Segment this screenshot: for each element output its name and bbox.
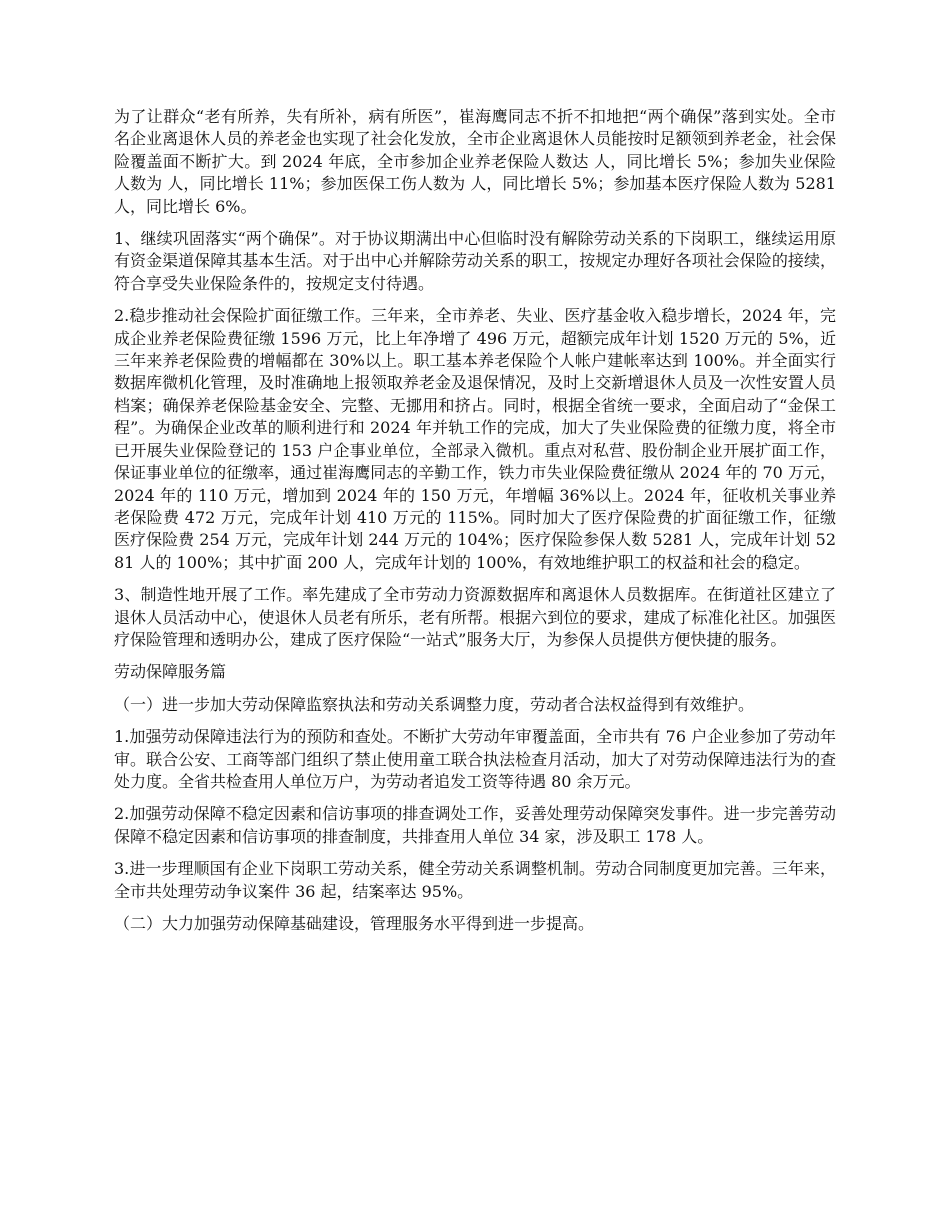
paragraph-item-1: 1、继续巩固落实“两个确保”。对于协议期满出中心但临时没有解除劳动关系的下岗职工，继续运用原有资金渠道保障其基本生活。对于出中心并解除劳动关系的职工，按规定办理好各项社会保险的接续，符合享受失业保险条件的，按规定支付待遇。 xyxy=(114,229,836,293)
paragraph-item-3: 3、制造性地开展了工作。率先建成了全市劳动力资源数据库和离退休人员数据库。在街道社区建立了退休人员活动中心，使退休人员老有所乐，老有所帮。根据六到位的要求，建成了标准化社区。加强医疗保险管理和透明办公，建成了医疗保险“一站式”服务大厅，为参保人员提供方便快捷的服务。 xyxy=(114,585,836,649)
paragraph-labor-3: 3.进一步理顺国有企业下岗职工劳动关系，健全劳动关系调整机制。劳动合同制度更加完善。三年来，全市共处理劳动争议案件 36 起，结案率达 95%。 xyxy=(114,859,836,901)
subsection-heading-1: （一）进一步加大劳动保障监察执法和劳动关系调整力度，劳动者合法权益得到有效维护。 xyxy=(114,694,755,714)
section-heading: 劳动保障服务篇 xyxy=(114,662,227,682)
document-page xyxy=(114,106,836,945)
subsection-heading-2: （二）大力加强劳动保障基础建设，管理服务水平得到进一步提高。 xyxy=(114,914,595,933)
paragraph-labor-2: 2.加强劳动保障不稳定因素和信访事项的排查调处工作，妥善处理劳动保障突发事件。进一步完善劳动保障不稳定因素和信访事项的排查制度，共排查用人单位 34 家，涉及职工 178 人。 xyxy=(114,804,836,846)
paragraph-item-2: 2.稳步推动社会保险扩面征缴工作。三年来，全市养老、失业、医疗基金收入稳步增长，2024 年，完成企业养老保险费征缴 1596 万元，比上年净增了 496 万元，超额完成年计划 1520 万元的 5%，近三年来养老保险费的增幅都在 30%以上。职工基本养老保险个人帐户建帐率达到 100%。并全面实行数据库微机化管理，及时准确地上报领取养老金及退保情况，及时上交新增退休人员及一次性安置人员档案；确保养老保险基金安全、完整、无挪用和挤占。同时，根据全省统一要求，全面启动了“金保工程”。为确保企业改革的顺利进行和 2024 年并轨工作的完成，加大了失业保险费的征缴力度，将全市已开展失业保险登记的 153 户企事业单位，全部录入微机。重点对私营、股份制企业开展扩面工作，保证事业单位的征缴率，通过崔海鹰同志的辛勤工作，铁力市失业保险费征缴从 2024 年的 70 万元，2024 年的 110 万元，增加到 2024 年的 150 万元，年增幅 36%以上。2024 年，征收机关事业养老保险费 472 万元，完成年计划 410 万元的 115%。同时加大了医疗保险费的扩面征缴工作，征缴医疗保险费 254 万元，完成年计划 244 万元的 104%；医疗保险参保人数 5281 人，完成年计划 5281 人的 100%；其中扩面 200 人，完成年计划的 100%，有效地维护职工的权益和社会的稳定。 xyxy=(114,306,836,572)
paragraph-labor-1: 1.加强劳动保障违法行为的预防和查处。不断扩大劳动年审覆盖面，全市共有 76 户企业参加了劳动年审。联合公安、工商等部门组织了禁止使用童工联合执法检查月活动，加大了对劳动保障违法行为的查处力度。全省共检查用人单位万户，为劳动者追发工资等待遇 80 余万元。 xyxy=(114,727,836,791)
paragraph-intro: 为了让群众“老有所养，失有所补，病有所医”，崔海鹰同志不折不扣地把“两个确保”落到实处。全市 名企业离退休人员的养老金也实现了社会化发放，全市企业离退休人员能按时足额领到养老金，社会保险覆盖面不断扩大。到 2024 年底，全市参加企业养老保险人数达 人，同比增长 5%；参加失业保险人数为 人，同比增长 11%；参加医保工伤人数为 人，同比增长 5%；参加基本医疗保险人数为 5281 人，同比增长 6%。 xyxy=(114,107,836,216)
